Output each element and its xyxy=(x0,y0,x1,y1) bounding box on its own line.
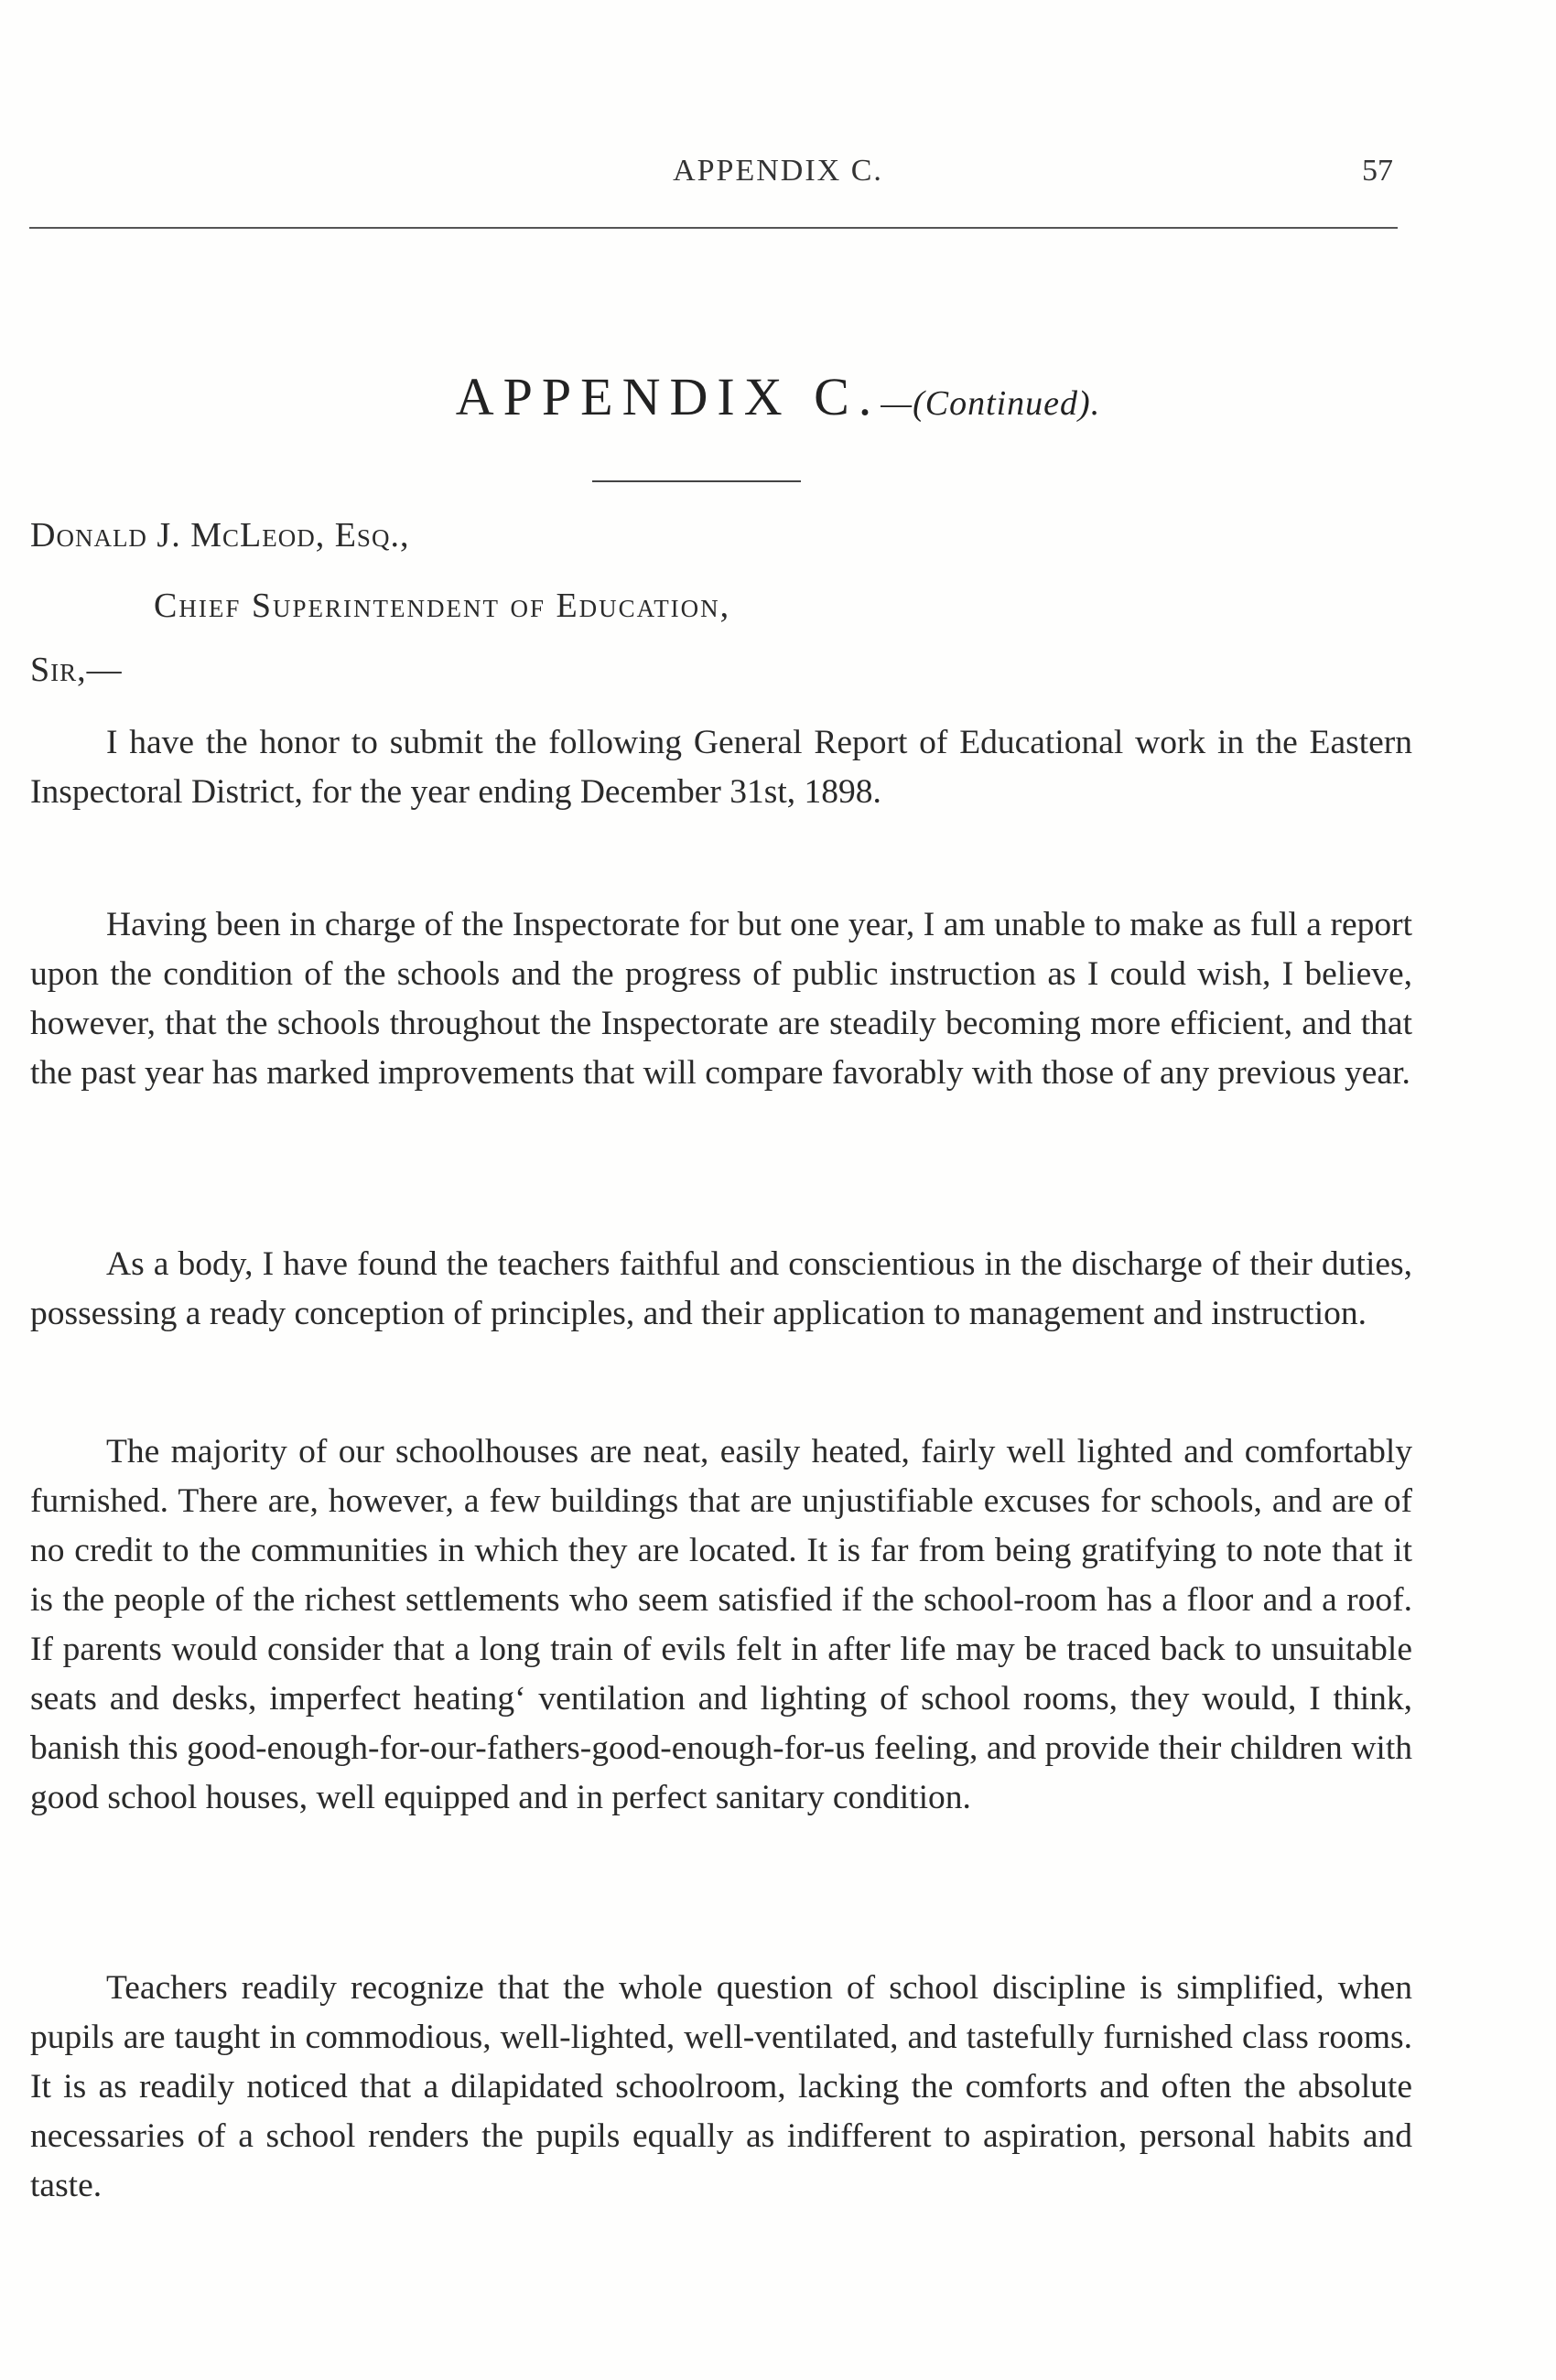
running-title: APPENDIX C. xyxy=(673,154,883,188)
header-rule xyxy=(29,227,1398,229)
appendix-title xyxy=(0,366,1556,427)
appendix-title-main: APPENDIX C. xyxy=(455,367,881,426)
paragraph-report-intro: I have the honor to submit the following General Report of Educational work in the Eastern Inspectoral District, for the year ending December 31st, 1898. xyxy=(30,724,1412,811)
appendix-title-continued: —(Continued). xyxy=(881,384,1101,423)
paragraph-schoolhouses: The majority of our schoolhouses are neat, easily heated, fairly well lighted and comfortably furnished. There are, however, a few buildings that are unjustifiable excuses for schools, and are of no credit to the communities in which they are located. It is far from being gratifying to note that it is the people of the richest settlements who seem satisfied if the school-room has a floor and a roof. If parents would consider that a long train of evils felt in after life may be traced back to unsuitable seats and desks, imperfect heating‘ ventilation and lighting of school rooms, they would, I think, banish this good-enough-for-our-fathers-good-enough-for-us feeling, and provide their children with good school houses, well equipped and in perfect sanitary condition. xyxy=(30,1433,1412,1816)
paragraph-discipline: Teachers readily recognize that the whole question of school discipline is simplified, when pupils are taught in commodious, well-lighted, well-ventilated, and tastefully furnished class rooms. It is as readily noticed that a dilapidated schoolroom, lacking the comforts and often the absolute necessaries of a school renders the pupils equally as indifferent to aspiration, personal habits and taste. xyxy=(30,1969,1412,2204)
salutation: Sir,— xyxy=(30,651,123,689)
paragraph-inspectorate: Having been in charge of the Inspectorate for but one year, I am unable to make as full a report upon the condition of the schools and the progress of public instruction as I could wish, I believe, however, that the schools throughout the Inspectorate are steadily becoming more efficient, and that the past year has marked improvements that will compare favorably with those of any previous year. xyxy=(30,906,1412,1092)
addressee-name: Donald J. McLeod, Esq., xyxy=(30,516,410,555)
running-header xyxy=(0,154,1556,199)
paragraph-teachers: As a body, I have found the teachers faithful and conscientious in the discharge of their duties, possessing a ready conception of principles, and their application to management and instruction. xyxy=(30,1245,1412,1332)
page-number: 57 xyxy=(1362,154,1393,188)
addressee-title: Chief Superintendent of Education, xyxy=(154,587,731,625)
title-rule xyxy=(592,480,801,482)
